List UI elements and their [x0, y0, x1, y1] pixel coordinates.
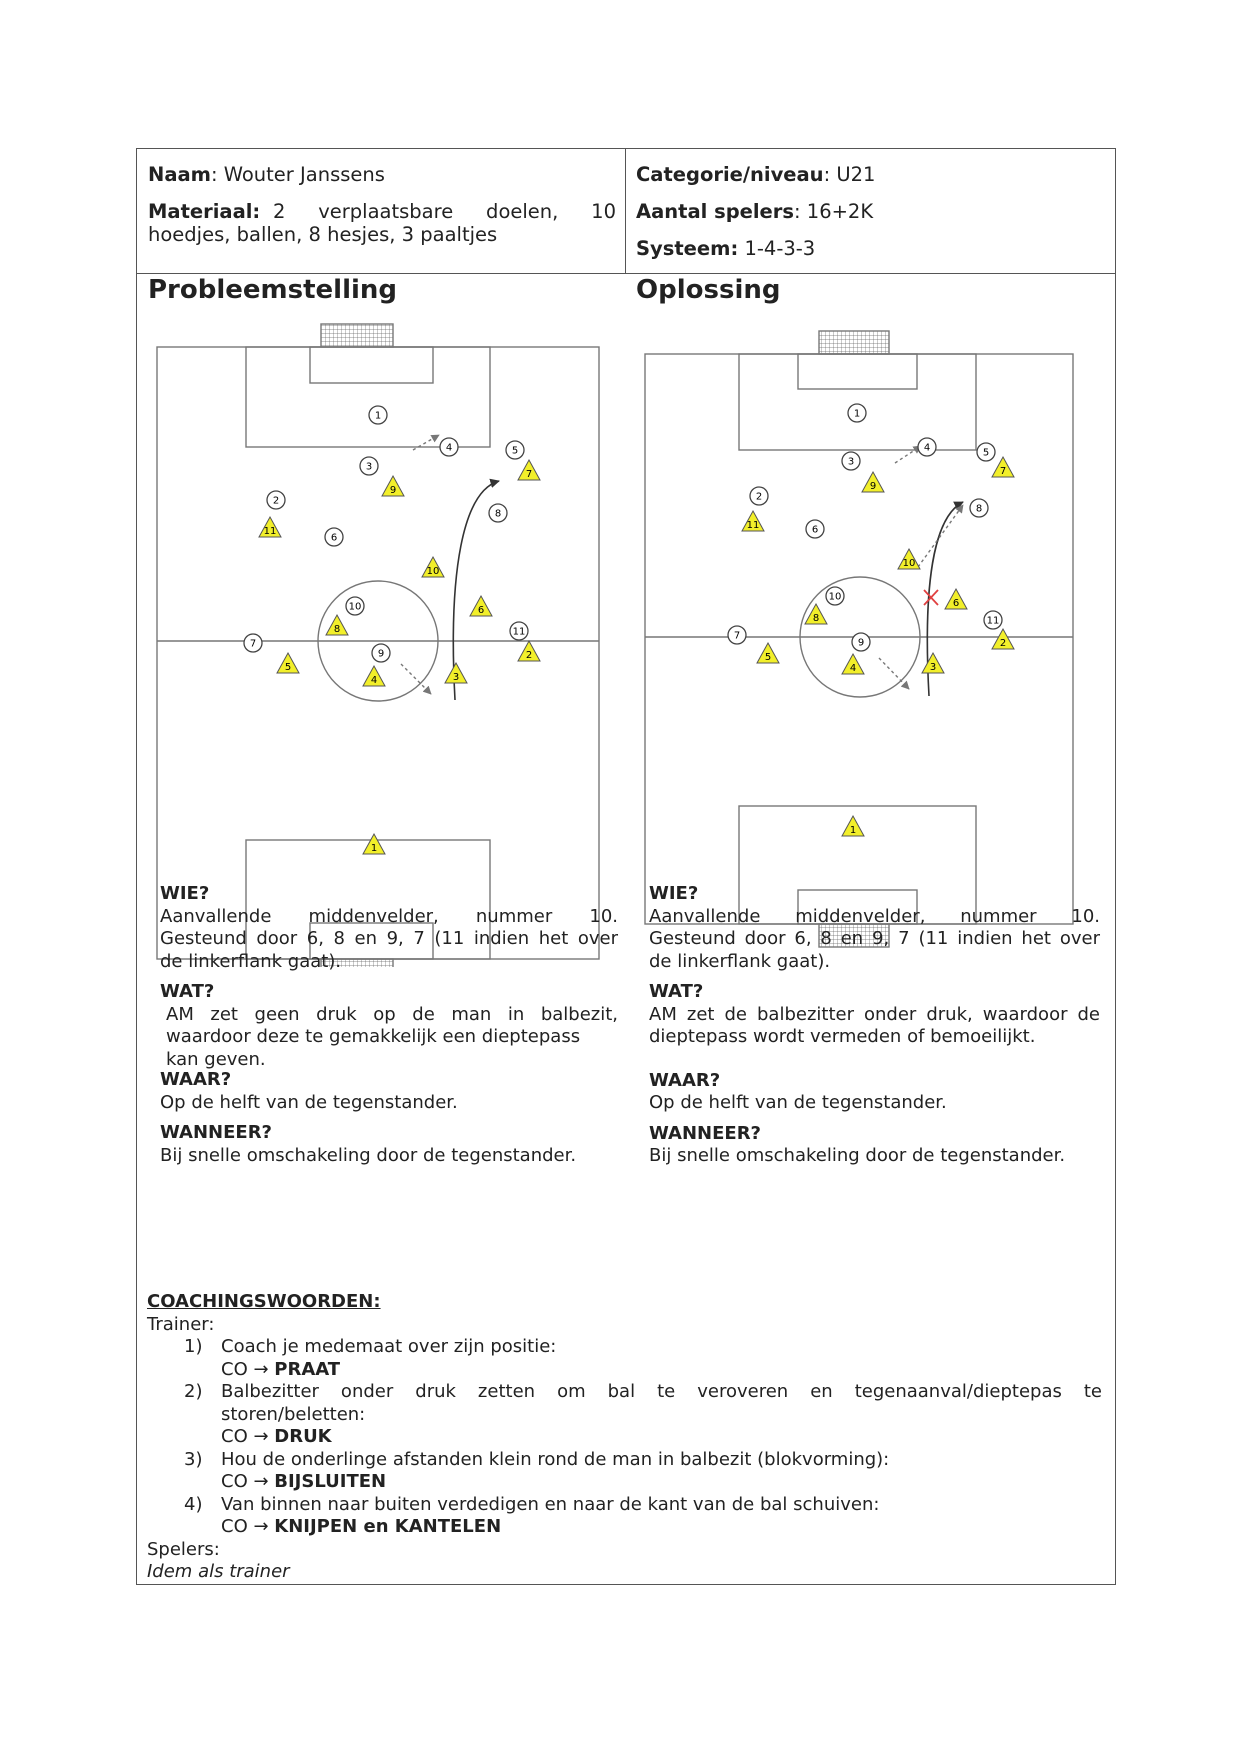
own-player-number: 9	[389, 485, 397, 496]
systeem-label: Systeem:	[636, 237, 739, 260]
own-player-number: 2	[525, 650, 533, 661]
pass-arrow-centre	[401, 664, 431, 694]
coaching-item-co	[221, 1359, 1102, 1382]
right-wat-heading: WAT?	[649, 981, 704, 1002]
own-player-number: 4	[370, 675, 378, 686]
own-player-number: 7	[525, 469, 533, 480]
coaching-item-4	[147, 1494, 1102, 1539]
top-goal-box	[310, 347, 433, 383]
opponent-player-number: 4	[445, 442, 453, 454]
left-wie-line1: Aanvallende middenvelder, nummer 10.	[160, 905, 618, 927]
categorie-value: : U21	[823, 163, 876, 186]
top-goal	[321, 324, 393, 347]
own-player-number: 11	[263, 526, 277, 537]
opponent-player-number: 8	[494, 508, 502, 520]
coaching-item-text: Coach je medemaat over zijn positie:	[221, 1336, 557, 1357]
co-prefix: CO →	[221, 1471, 275, 1492]
own-player-number: 7	[999, 466, 1007, 477]
own-player-number: 2	[999, 638, 1007, 649]
exercise-sheet	[136, 148, 1116, 1585]
left-pitch-diagram	[153, 321, 601, 967]
coaching-item-3	[147, 1449, 1102, 1494]
coaching-keyword: KNIJPEN en KANTELEN	[274, 1516, 502, 1537]
right-wie-line2: Gesteund door 6, 8 en 9, 7 (11 indien het over	[649, 928, 1100, 949]
own-player-number: 6	[952, 598, 960, 609]
coaching-item-number: 4)	[184, 1493, 203, 1515]
own-player-number: 6	[477, 605, 485, 616]
right-waar-heading: WAAR?	[649, 1069, 721, 1091]
left-explanation	[160, 883, 618, 1167]
coaching-item-text-cont: storen/beletten:	[221, 1403, 366, 1425]
right-wie-line1: Aanvallende middenvelder, nummer 10.	[649, 905, 1100, 927]
own-player-number: 1	[849, 825, 857, 836]
own-player-number: 8	[812, 613, 820, 624]
coaching-item-1	[147, 1336, 1102, 1381]
opponent-player-number: 7	[733, 630, 741, 642]
naam-row	[148, 163, 385, 186]
opponent-player-number: 3	[847, 456, 855, 468]
coaching-item-text: Hou de onderlinge afstanden klein rond de man in balbezit (blokvorming):	[221, 1448, 890, 1470]
right-wie-heading: WIE?	[649, 883, 699, 904]
aantal-value: : 16+2K	[794, 200, 874, 223]
pass-arrow-top	[895, 446, 921, 463]
categorie-label: Categorie/niveau	[636, 163, 824, 186]
pass-arrow-blocked	[918, 505, 963, 567]
own-player-number: 10	[426, 566, 440, 577]
coaching-item-number: 3)	[184, 1448, 203, 1470]
opponent-player-number: 6	[811, 524, 819, 536]
left-wie-line3: de linkerflank gaat).	[160, 950, 342, 972]
right-wanneer-line1: Bij snelle omschakeling door de tegenstander.	[649, 1145, 1066, 1166]
coaching-keyword: DRUK	[274, 1426, 332, 1447]
left-wanneer-heading: WANNEER?	[160, 1122, 272, 1143]
own-player-number: 9	[869, 481, 877, 492]
right-wie-line3: de linkerflank gaat).	[649, 950, 831, 972]
coaching-keyword: PRAAT	[274, 1358, 341, 1380]
left-wat-heading: WAT?	[160, 981, 215, 1002]
systeem-row	[636, 237, 815, 260]
left-wanneer-line1: Bij snelle omschakeling door de tegenstander.	[160, 1144, 577, 1166]
naam-value: : Wouter Janssens	[210, 163, 385, 186]
left-wat-line1: AM zet geen druk op de man in balbezit,	[166, 1003, 618, 1025]
opponent-player-number: 1	[374, 410, 382, 422]
opponent-player-number: 11	[512, 626, 526, 638]
categorie-row	[636, 163, 875, 186]
coaching-item-2	[147, 1381, 1102, 1449]
coaching-keyword: BIJSLUITEN	[274, 1471, 387, 1492]
opponent-player-number: 10	[348, 601, 362, 613]
blocked-cross	[924, 590, 938, 605]
own-player-number: 3	[929, 662, 937, 673]
coaching-item-number: 1)	[184, 1336, 203, 1357]
opponent-player-number: 3	[365, 461, 373, 473]
opponent-player-number: 10	[828, 591, 842, 603]
coaching-item-number: 2)	[184, 1381, 203, 1402]
opponent-player-number: 11	[986, 615, 1000, 627]
opponent-player-number: 4	[923, 442, 931, 454]
co-prefix: CO →	[221, 1358, 275, 1380]
opponent-player-number: 1	[853, 408, 861, 420]
materiaal-label: Materiaal:	[148, 200, 261, 223]
coaching-spelers-text: Idem als trainer	[147, 1561, 290, 1582]
own-player-number: 1	[370, 843, 378, 854]
top-penalty-box	[246, 347, 490, 447]
own-player-number: 10	[902, 558, 916, 569]
coaching-title: COACHINGSWOORDEN:	[147, 1291, 381, 1312]
own-player-number: 5	[284, 662, 292, 673]
right-wat-line2: dieptepass wordt vermeden of bemoeilijkt.	[649, 1026, 1036, 1047]
opponent-player-number: 5	[982, 447, 990, 459]
coaching-section	[147, 1291, 1102, 1584]
opponent-player-number: 2	[272, 495, 280, 507]
materiaal-line1: 2 verplaatsbare doelen, 10	[273, 200, 616, 223]
co-prefix: CO →	[221, 1426, 275, 1447]
top-goal-box	[798, 354, 917, 389]
header-bottom-line	[137, 273, 1115, 274]
opponent-player-number: 6	[330, 532, 338, 544]
opponent-player-number: 2	[755, 491, 763, 503]
left-wie-line2: Gesteund door 6, 8 en 9, 7 (11 indien het over	[160, 928, 618, 949]
aantal-label: Aantal spelers	[636, 200, 795, 223]
coaching-item-co	[221, 1471, 1102, 1494]
own-player-number: 11	[746, 520, 760, 531]
right-wanneer-heading: WANNEER?	[649, 1122, 761, 1144]
left-wie-heading: WIE?	[160, 883, 210, 904]
opponent-player-number: 5	[511, 445, 519, 457]
right-waar-line1: Op de helft van de tegenstander.	[649, 1092, 947, 1113]
header-divider	[625, 149, 626, 273]
left-section-title: Probleemstelling	[148, 275, 398, 305]
left-wat-line2: waardoor deze te gemakkelijk een dieptepass	[166, 1026, 581, 1047]
pass-arrow-top	[413, 435, 439, 450]
own-player-number: 8	[333, 624, 341, 635]
materiaal-line2: hoedjes, ballen, 8 hesjes, 3 paaltjes	[148, 223, 498, 246]
top-goal	[819, 331, 889, 354]
right-wat-line1: AM zet de balbezitter onder druk, waardoor de	[649, 1003, 1100, 1025]
own-player-number: 5	[764, 652, 772, 663]
own-player-number: 4	[849, 663, 857, 674]
right-explanation	[649, 883, 1100, 1168]
opponent-player-number: 7	[249, 638, 257, 650]
coaching-spelers-label: Spelers:	[147, 1538, 220, 1560]
pass-arrow-centre	[879, 658, 909, 689]
own-player-number: 3	[452, 672, 460, 683]
coaching-item-co	[221, 1516, 1102, 1539]
left-wat-line3: kan geven.	[166, 1048, 266, 1070]
coaching-item-text: Van binnen naar buiten verdedigen en naar de kant van de bal schuiven:	[221, 1493, 880, 1515]
top-penalty-box	[739, 354, 976, 450]
aantal-row	[636, 200, 873, 223]
opponent-player-number: 9	[857, 637, 865, 649]
opponent-player-number: 9	[377, 648, 385, 660]
right-pitch-diagram	[641, 327, 1079, 963]
systeem-value: 1-4-3-3	[744, 237, 816, 260]
opponent-player-number: 8	[975, 503, 983, 515]
right-section-title: Oplossing	[636, 275, 781, 305]
co-prefix: CO →	[221, 1516, 275, 1537]
coaching-item-co	[221, 1426, 1102, 1449]
left-waar-line1: Op de helft van de tegenstander.	[160, 1091, 458, 1113]
coaching-item-text: Balbezitter onder druk zetten om bal te veroveren en tegenaanval/dieptepas te	[221, 1381, 1102, 1402]
naam-label: Naam	[148, 163, 211, 186]
coaching-trainer-label: Trainer:	[147, 1313, 215, 1335]
left-waar-heading: WAAR?	[160, 1069, 232, 1090]
